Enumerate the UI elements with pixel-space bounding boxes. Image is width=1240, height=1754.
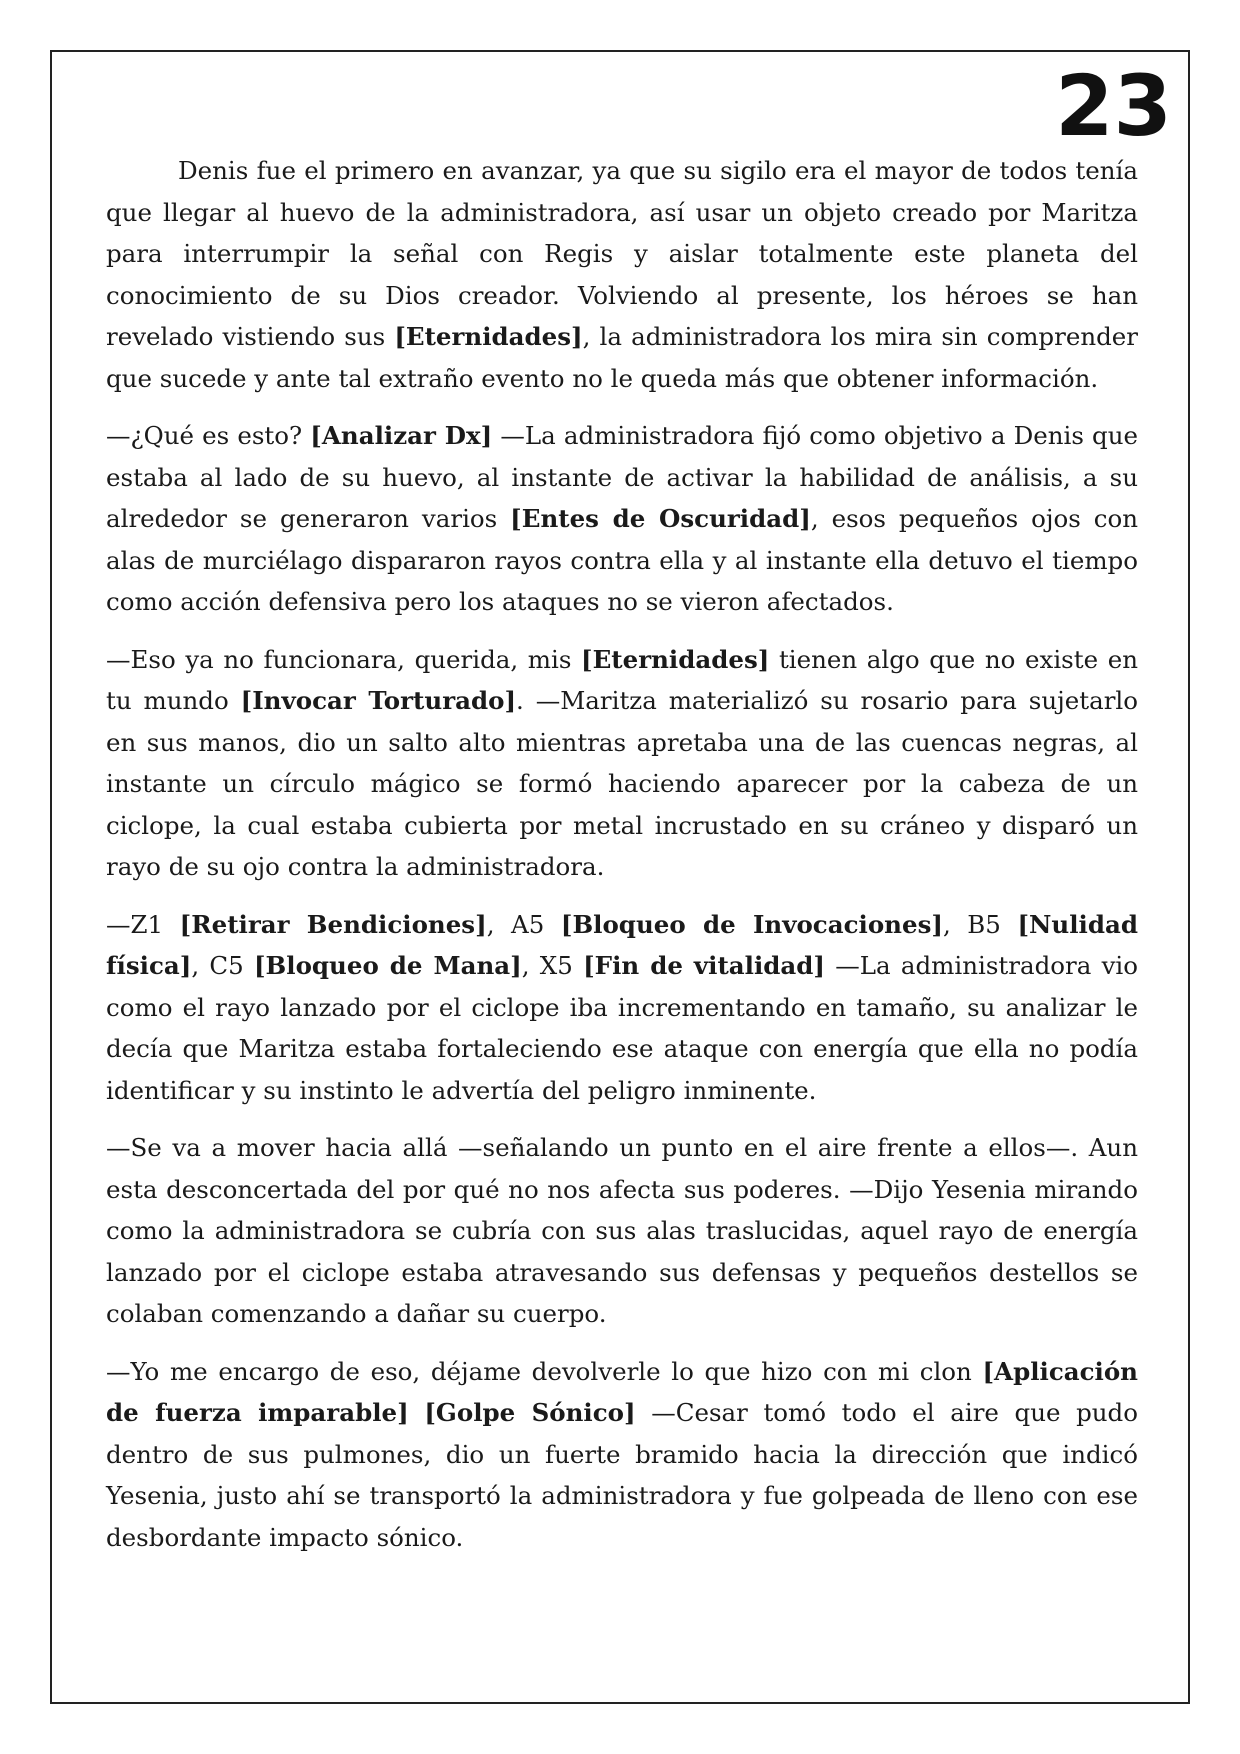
page-frame xyxy=(50,50,1190,1704)
text-run: —Cesar tomó todo el aire que pudo dentro de sus pulmones, dio un fuerte bramido hacia la dirección que indicó Yesenia, justo ahí se transportó la administradora y fue golpeada de lleno con ese desbordante impacto sónico. xyxy=(106,1398,1138,1552)
text-run: —Yo me encargo de eso, déjame devolverle lo que hizo con mi clon xyxy=(106,1356,983,1386)
text-run xyxy=(409,1398,425,1427)
text-run: , B5 xyxy=(942,909,1018,939)
text-run: , A5 xyxy=(486,909,561,939)
paragraph xyxy=(106,1127,1138,1335)
skill-name: [Analizar Dx] xyxy=(310,421,493,450)
text-run: —La administradora fijó como objetivo a Denis que estaba al lado de su huevo, al instante de activar la habilidad de análisis, a su alrededor se generaron varios xyxy=(106,421,1138,533)
skill-name: [Golpe Sónico] xyxy=(424,1398,636,1427)
text-run: —Se va a mover hacia allá —señalando un punto en el aire frente a ellos—. Aun esta desconcertada del por qué no nos afecta sus poderes. —Dijo Yesenia mirando como la administradora se cubría con sus alas traslucidas, aquel rayo de energía lanzado por el ciclope estaba atravesando sus defensas y pequeños destellos se colaban comenzando a dañar su cuerpo. xyxy=(106,1133,1138,1328)
skill-name: [Fin de vitalidad] xyxy=(583,951,825,980)
skill-name: [Nulidad física] xyxy=(106,909,1138,980)
text-run: —¿Qué es esto? xyxy=(106,421,311,450)
paragraph xyxy=(106,639,1138,888)
paragraph xyxy=(106,415,1138,623)
text-run: , esos pequeños ojos con alas de murciélago dispararon rayos contra ella y al instante ella detuvo el tiempo como acción defensiva pero los ataques no se vieron afectados. xyxy=(106,504,1138,616)
text-run: , la administradora los mira sin comprender que sucede y ante tal extraño evento no le queda más que obtener información. xyxy=(106,322,1138,393)
skill-name: [Bloqueo de Invocaciones] xyxy=(560,909,943,939)
skill-name: [Invocar Torturado] xyxy=(240,686,517,715)
text-run: , C5 xyxy=(191,951,254,980)
page-content xyxy=(106,150,1138,1574)
skill-name: [Aplicación de fuerza imparable] xyxy=(106,1356,1138,1427)
text-run: tienen algo que no existe en tu mundo xyxy=(106,644,1138,715)
skill-name: [Eternidades] xyxy=(581,644,770,674)
paragraph xyxy=(106,1351,1138,1559)
page-number: 23 xyxy=(1055,57,1172,155)
skill-name: [Bloqueo de Mana] xyxy=(253,951,522,980)
paragraph xyxy=(106,150,1138,399)
text-run: —La administradora vio como el rayo lanzado por el ciclope iba incrementando en tamaño, su analizar le decía que Maritza estaba fortaleciendo ese ataque con energía que ella no podía identificar y su instinto le advertía del peligro inminente. xyxy=(106,951,1138,1105)
skill-name: [Retirar Bendiciones] xyxy=(179,909,487,939)
text-run: —Eso ya no funcionara, querida, mis xyxy=(106,644,582,674)
text-run: . —Maritza materializó su rosario para sujetarlo en sus manos, dio un salto alto mientras apretaba una de las cuencas negras, al instante un círculo mágico se formó haciendo aparecer por la cabeza de un ciclope, la cual estaba cubierta por metal incrustado en su cráneo y disparó un rayo de su ojo contra la administradora. xyxy=(106,686,1138,881)
skill-name: [Entes de Oscuridad] xyxy=(510,504,811,533)
text-run: —Z1 xyxy=(106,909,180,939)
text-run: , X5 xyxy=(521,951,584,980)
paragraph xyxy=(106,904,1138,1112)
skill-name: [Eternidades] xyxy=(394,322,583,351)
text-run: Denis fue el primero en avanzar, ya que su sigilo era el mayor de todos tenía que llegar al huevo de la administradora, así usar un objeto creado por Maritza para interrumpir la señal con Regis y aislar totalmente este planeta del conocimiento de su Dios creador. Volviendo al presente, los héroes se han revelado vistiendo sus xyxy=(106,156,1138,351)
